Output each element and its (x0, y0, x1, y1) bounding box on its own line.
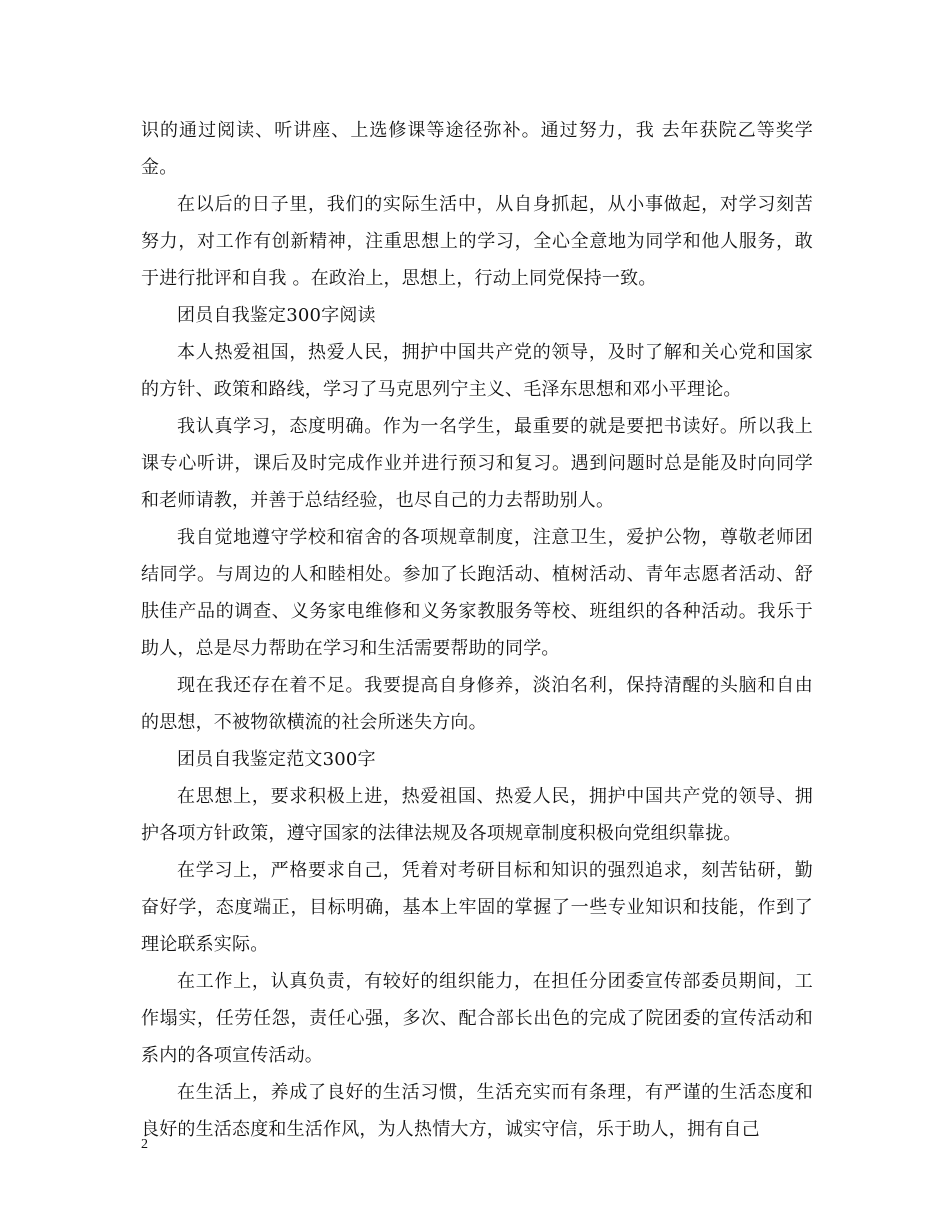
paragraph: 我自觉地遵守学校和宿舍的各项规章制度，注意卫生，爱护公物，尊敬老师团结同学。与周边的人和睦相处。参加了长跑活动、植树活动、青年志愿者活动、舒肤佳产品的调查、义务家电维修和义务家教服务等校、班组织的各种活动。我乐于助人，总是尽力帮助在学习和生活需要帮助的同学。 (141, 527, 813, 659)
section-heading: 团员自我鉴定范文300字 (177, 749, 376, 770)
paragraph: 在学习上，严格要求自己，凭着对考研目标和知识的强烈追求，刻苦钻研，勤奋好学，态度端正，目标明确，基本上牢固的掌握了一些专业知识和技能，作到了理论联系实际。 (141, 860, 813, 955)
paragraph: 在以后的日子里，我们的实际生活中，从自身抓起，从小事做起，对学习刻苦努力，对工作有创新精神，注重思想上的学习，全心全意地为同学和他人服务，敢于进行批评和自我 。在政治上，思想上，行动上同党保持一致。 (141, 194, 813, 289)
paragraph: 本人热爱祖国，热爱人民，拥护中国共产党的领导，及时了解和关心党和国家的方针、政策和路线，学习了马克思列宁主义、毛泽东思想和邓小平理论。 (141, 342, 813, 400)
section-heading: 团员自我鉴定300字阅读 (177, 305, 376, 326)
paragraph: 现在我还存在着不足。我要提高自身修养，淡泊名利，保持清醒的头脑和自由的思想，不被物欲横流的社会所迷失方向。 (141, 675, 813, 733)
document-body (141, 112, 813, 1148)
paragraph: 在工作上，认真负责，有较好的组织能力，在担任分团委宣传部委员期间，工作塌实，任劳任怨，责任心强，多次、配合部长出色的完成了院团委的宣传活动和系内的各项宣传活动。 (141, 971, 813, 1066)
paragraph: 在思想上，要求积极上进，热爱祖国、热爱人民，拥护中国共产党的领导、拥护各项方针政策，遵守国家的法律法规及各项规章制度积极向党组织靠拢。 (141, 786, 813, 844)
paragraph: 识的通过阅读、听讲座、上选修课等途径弥补。通过努力，我 去年获院乙等奖学金。 (141, 120, 813, 178)
page-number: 2 (141, 1137, 148, 1152)
paragraph: 我认真学习，态度明确。作为一名学生，最重要的就是要把书读好。所以我上课专心听讲，课后及时完成作业并进行预习和复习。遇到问题时总是能及时向同学和老师请教，并善于总结经验，也尽自己的力去帮助别人。 (141, 416, 813, 511)
paragraph: 在生活上，养成了良好的生活习惯，生活充实而有条理，有严谨的生活态度和良好的生活态度和生活作风，为人热情大方，诚实守信，乐于助人，拥有自己 (141, 1082, 813, 1140)
